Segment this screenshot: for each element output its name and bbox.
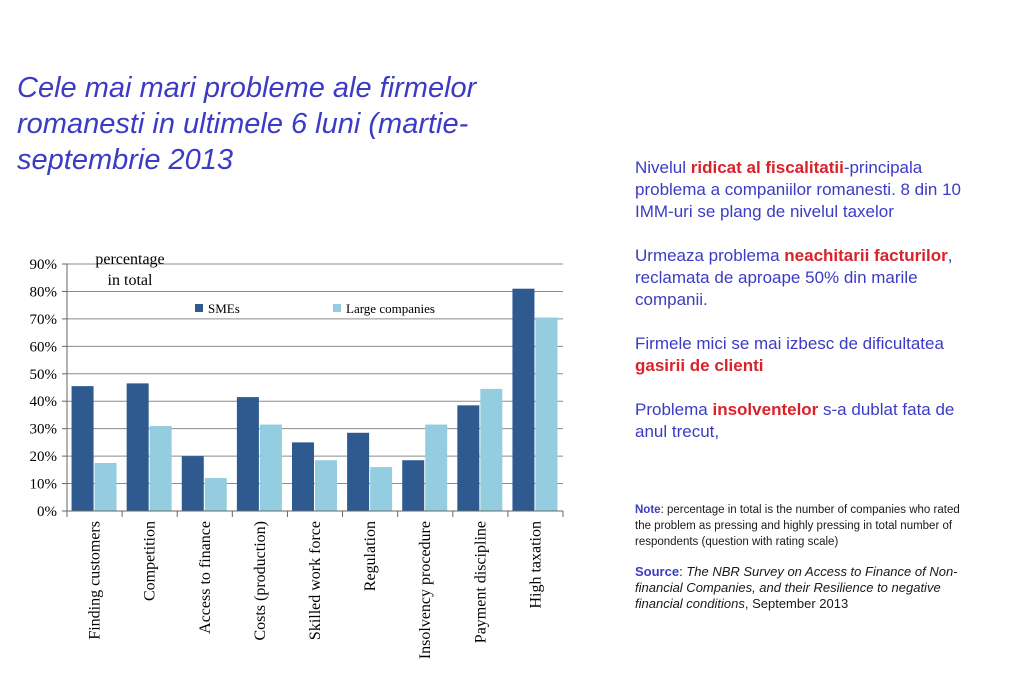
bar-large-companies: [535, 318, 557, 511]
commentary-para-4: Problema insolventelor s-a dublat fata de anul trecut,: [635, 400, 955, 441]
legend-swatch-large: [333, 304, 341, 312]
source-label: Source: [635, 564, 680, 579]
bar-large-companies: [370, 467, 392, 511]
bar-large-companies: [425, 425, 447, 511]
bar-smes: [512, 289, 534, 511]
legend: [195, 301, 435, 316]
commentary-para-1: Nivelul ridicat al fiscalitatii-principala problema a companiilor romanesti. 8 din 10 IMM-uri se plang de nivelul taxelor: [635, 158, 962, 221]
y-tick-label: 90%: [29, 257, 57, 273]
legend-label-large: Large companies: [346, 301, 435, 316]
bar-large-companies: [315, 460, 337, 511]
x-tick-label: Regulation: [362, 521, 380, 592]
annotation-line-1: percentage: [95, 251, 165, 268]
y-tick-label: 40%: [29, 394, 57, 411]
x-tick-label: Payment discipline: [472, 521, 490, 644]
y-tick-labels: [30, 257, 58, 520]
x-tick-labels: [87, 521, 545, 659]
page-title: Cele mai mari probleme ale firmelor romanesti in ultimele 6 luni (martie-septembrie 2013: [17, 72, 477, 176]
x-tick-label: Competition: [141, 521, 159, 601]
note-text: : percentage in total is the number of companies who rated the problem as pressing and highly pressing in total number of respondents (question with rating scale): [635, 504, 960, 548]
highlight-facturilor: neachitarii facturilor: [784, 246, 948, 265]
legend-swatch-smes: [195, 304, 203, 312]
bar-smes: [237, 397, 259, 511]
highlight-insolventelor: insolventelor: [712, 400, 819, 419]
x-tick-label: High taxation: [527, 521, 545, 609]
bar-large-companies: [205, 478, 227, 511]
y-tick-label: 50%: [29, 366, 57, 383]
bar-large-companies: [95, 463, 117, 511]
commentary: [635, 157, 965, 465]
bar-smes: [72, 386, 94, 511]
x-tick-label: Finding customers: [86, 521, 104, 640]
x-tick-label: Insolvency procedure: [417, 521, 435, 660]
y-tick-label: 0%: [37, 504, 57, 520]
highlight-fiscalitatii: ridicat al fiscalitatii: [690, 158, 844, 177]
x-tick-label: Costs (production): [251, 521, 269, 641]
bar-smes: [457, 405, 479, 511]
x-tick-label: Access to finance: [196, 521, 214, 634]
commentary-para-2: Urmeaza problema neachitarii facturilor, reclamata de aproape 50% din marile companii.: [635, 246, 953, 309]
bar-chart: [0, 240, 600, 692]
x-tick-label: Skilled work force: [307, 521, 324, 641]
y-tick-label: 30%: [29, 421, 57, 438]
bar-smes: [402, 460, 424, 511]
source-title: The NBR Survey on Access to Finance of Non-financial Companies, and their Resilience to negative financial conditions: [635, 564, 958, 611]
y-tick-label: 60%: [29, 339, 57, 356]
bar-large-companies: [260, 425, 282, 511]
note-label: Note: [635, 504, 661, 516]
bar-large-companies: [150, 426, 172, 511]
y-tick-label: 20%: [29, 449, 57, 466]
highlight-clienti: gasirii de clienti: [635, 356, 764, 375]
annotation-line-2: in total: [107, 272, 153, 289]
legend-label-smes: SMEs: [208, 301, 240, 316]
bar-smes: [347, 433, 369, 511]
commentary-para-3: Firmele mici se mai izbesc de dificultatea gasirii de clienti: [635, 334, 944, 375]
bar-smes: [127, 383, 149, 511]
bar-smes: [292, 442, 314, 511]
bars: [72, 289, 558, 511]
y-tick-label: 10%: [29, 476, 57, 493]
y-tick-label: 80%: [29, 284, 57, 301]
source: Source: The NBR Survey on Access to Finance of Non-financial Companies, and their Resilience to negative financial conditions, September 2013: [635, 564, 958, 611]
bar-large-companies: [480, 389, 502, 511]
note: [635, 502, 965, 550]
bar-smes: [182, 456, 204, 511]
y-tick-label: 70%: [29, 311, 57, 328]
